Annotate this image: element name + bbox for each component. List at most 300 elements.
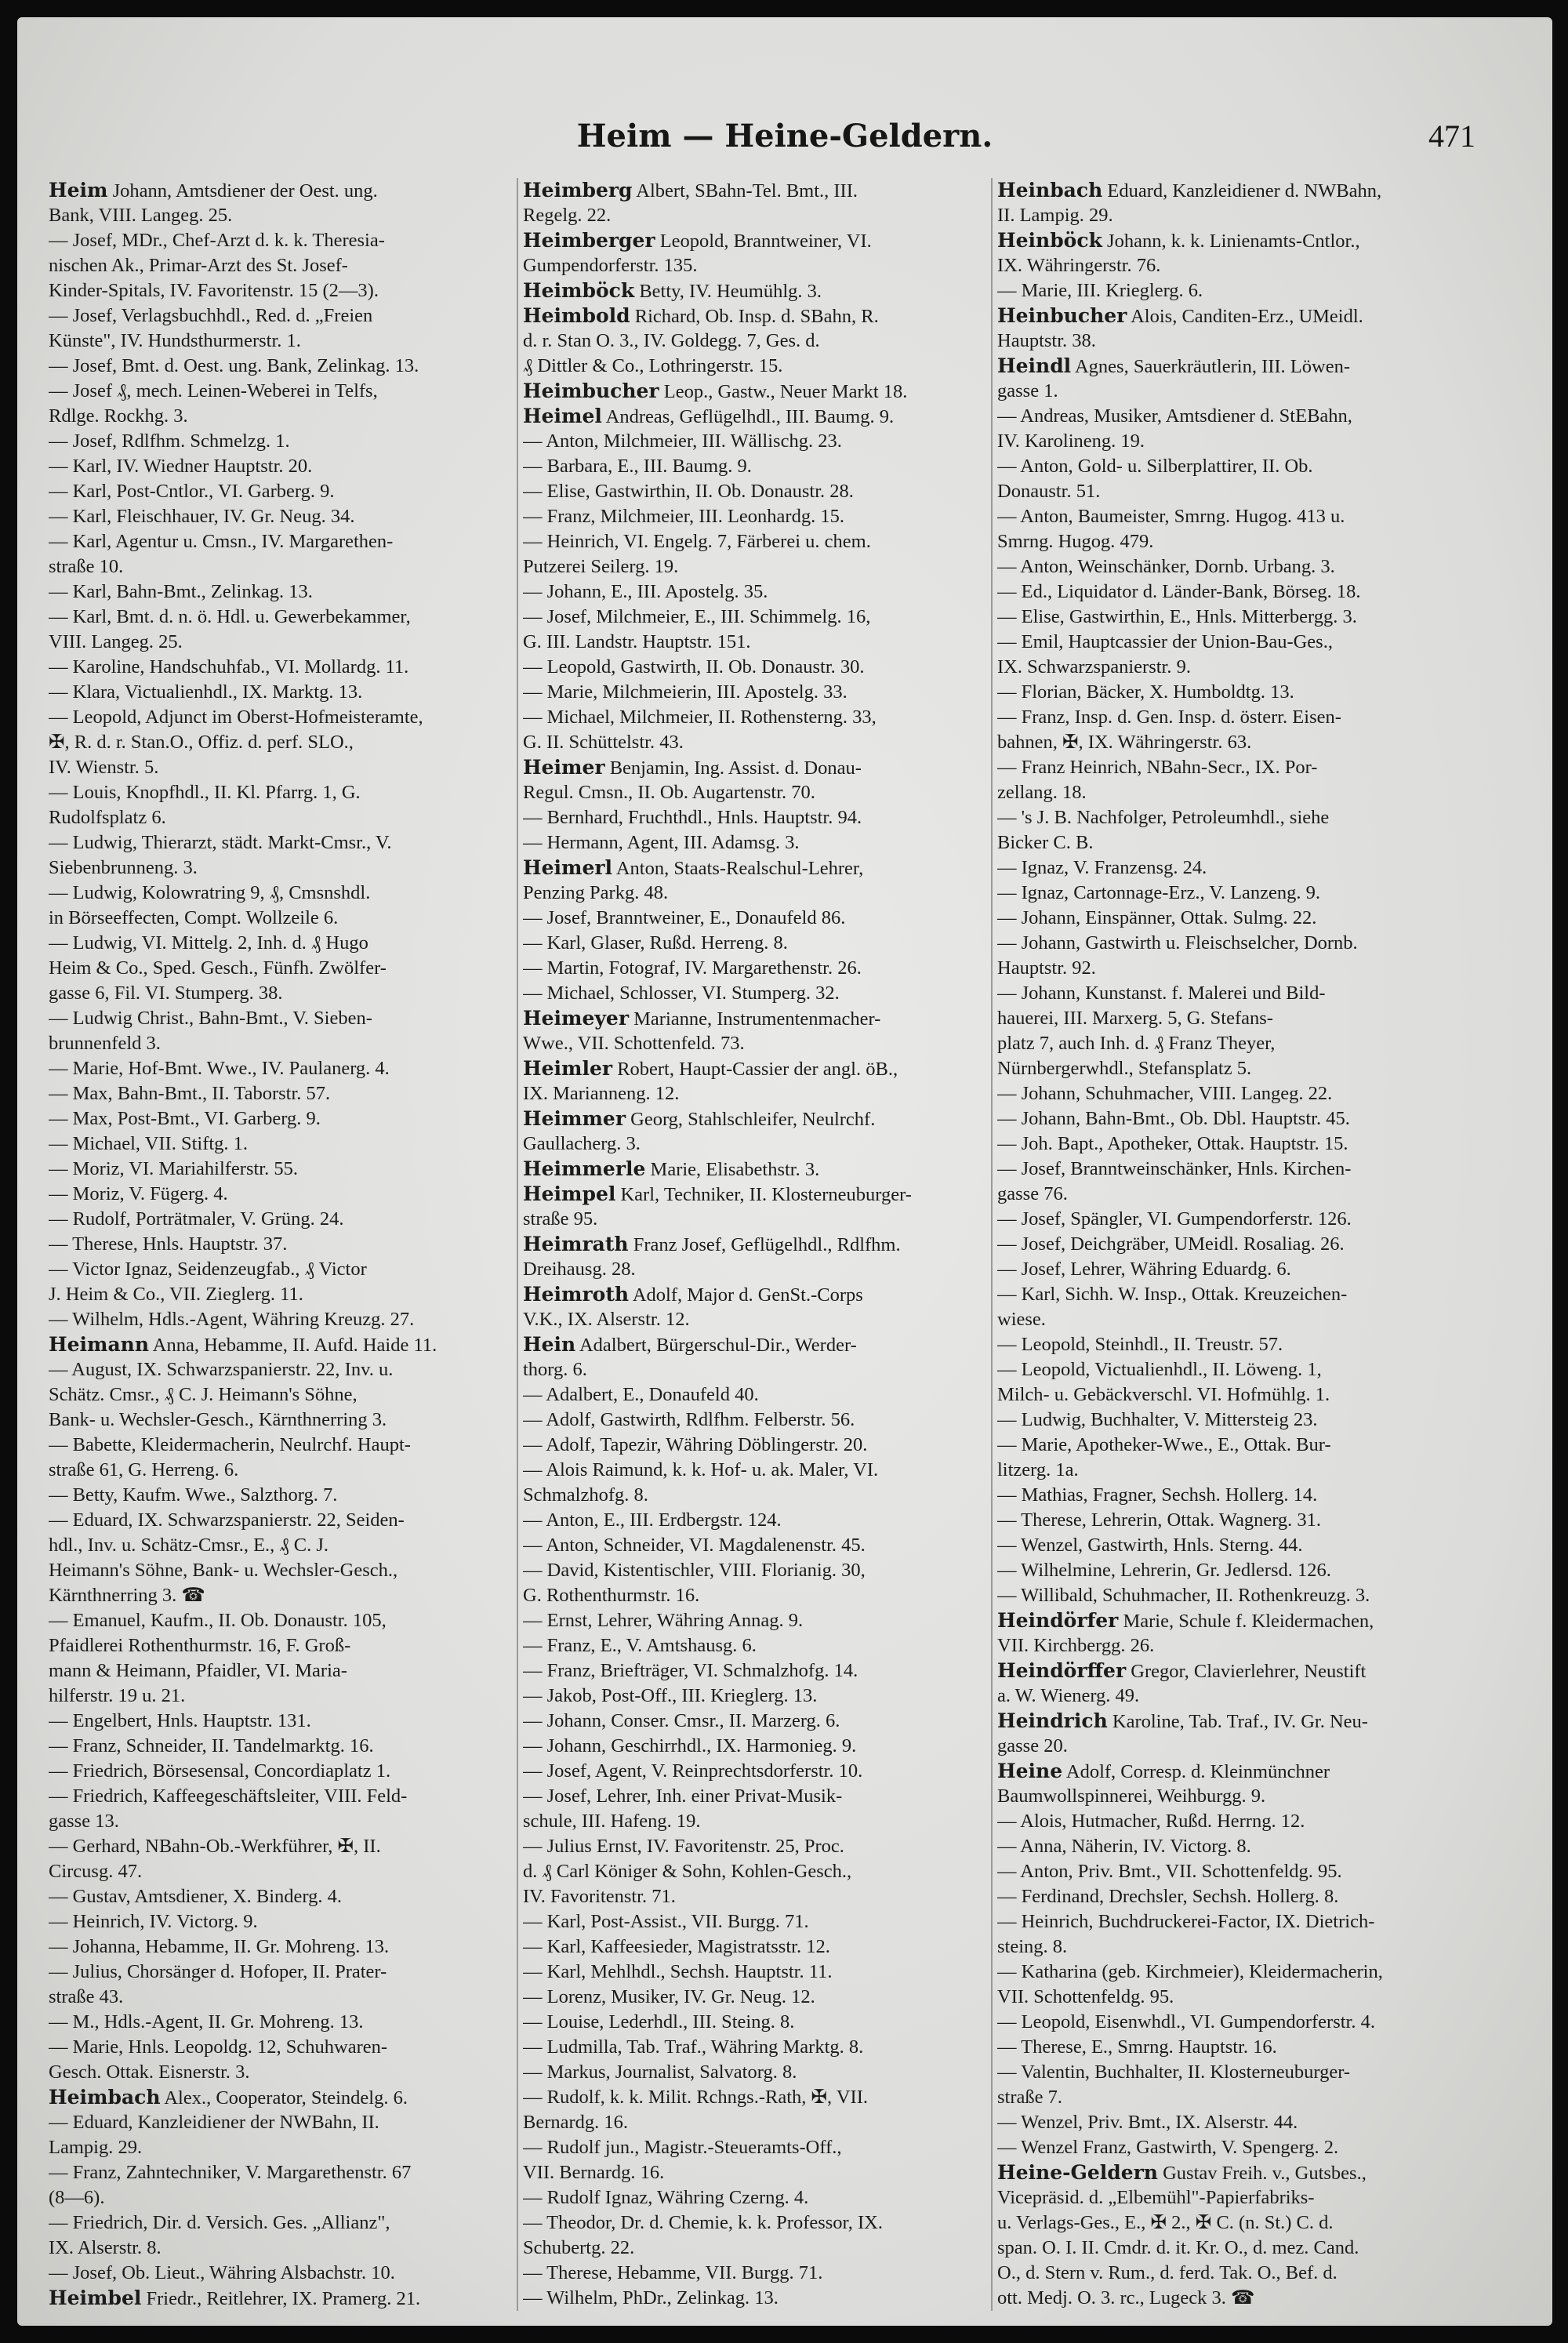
entry-text: Heimann's Söhne, Bank- u. Wechsler-Gesch., [49,1560,398,1581]
entry-text: straße 61, G. Herreng. 6. [49,1459,239,1480]
directory-entry-line [997,1106,1468,1132]
entry-text: — Karl, Glaser, Rußd. Herreng. 8. [523,932,788,954]
surname: Heim [49,179,108,202]
directory-entry-line [523,1909,993,1934]
surname: Heimbold [523,304,630,327]
directory-entry-line [523,1709,993,1734]
directory-entry-line [997,2110,1468,2135]
directory-entry-line [997,1232,1468,1257]
entry-text: — Friedrich, Dir. d. Versich. Ges. „Allianz", [49,2212,390,2233]
directory-entry-line [523,1784,993,1809]
entry-text: — Franz, E., V. Amtshausg. 6. [523,1635,757,1656]
directory-entry-line [997,1583,1468,1608]
directory-entry-line [997,1382,1468,1408]
entry-text: — Engelbert, Hnls. Hauptstr. 131. [49,1710,311,1731]
entry-text: — Louis, Knopfhdl., II. Kl. Pfarrg. 1, G. [49,782,361,803]
directory-entry-line [49,2035,519,2060]
directory-entry-head [523,1157,993,1182]
directory-entry-line [523,2110,993,2135]
directory-entry-line [49,1433,519,1458]
directory-entry-line [49,1734,519,1759]
surname: Heinböck [997,229,1102,252]
directory-entry-line [997,504,1468,529]
directory-entry-head [523,855,993,881]
entry-text: — Eduard, Kanzleidiener der NWBahn, II. [49,2112,379,2133]
directory-entry-line [49,1408,519,1433]
directory-entry-line [997,755,1468,780]
entry-text: thorg. 6. [523,1359,587,1380]
directory-entry-line [49,855,519,881]
surname: Heine-Geldern [997,2161,1158,2184]
entry-text: — Katharina (geb. Kirchmeier), Kleidermacherin, [997,1961,1383,1982]
entry-text: — Franz, Briefträger, VI. Schmalzhofg. 14. [523,1660,858,1681]
entry-text: — Josef, Milchmeier, E., III. Schimmelg. 16, [523,606,871,627]
directory-entry-line [49,1884,519,1909]
entry-text: Leopold, Branntweiner, VI. [655,231,872,252]
entry-text: Smrng. Hugog. 479. [997,531,1154,552]
directory-entry-line [997,1307,1468,1332]
entry-text: — Mathias, Fragner, Sechsh. Hollerg. 14. [997,1484,1318,1506]
directory-entry-line [523,1583,993,1608]
surname: Heimbach [49,2086,161,2109]
directory-entry-line [523,1132,993,1157]
entry-text: — Leopold, Adjunct im Oberst-Hofmeisteramte, [49,707,423,728]
directory-entry-line [49,1960,519,1985]
directory-entry-head [49,1332,519,1357]
directory-entry-line [997,1332,1468,1357]
entry-text: — Josef, Lehrer, Währing Eduardg. 6. [997,1259,1291,1280]
directory-entry-line [523,1483,993,1508]
entry-text: — Therese, Hnls. Hauptstr. 37. [49,1233,288,1255]
entry-text: span. O. I. II. Cmdr. d. it. Kr. O., d. mez. Cand. [997,2237,1359,2258]
directory-entry-head [523,1106,993,1132]
entry-text: Richard, Ob. Insp. d. SBahn, R. [630,306,879,327]
entry-text: — Ed., Liquidator d. Länder-Bank, Börseg. 18. [997,581,1361,602]
directory-entry-line [523,479,993,504]
entry-text: — Josef, Rdlfhm. Schmelzg. 1. [49,430,290,452]
directory-entry-head [997,303,1468,329]
page-header-title: Heim — Heine-Geldern. [576,118,993,154]
entry-text: — Josef, Spängler, VI. Gumpendorferstr. 126. [997,1208,1352,1230]
directory-entry-line [997,1508,1468,1533]
directory-entry-line [997,1558,1468,1583]
directory-entry-line [997,1734,1468,1759]
directory-entry-line [523,1558,993,1583]
entry-text: IV. Karolineng. 19. [997,430,1145,452]
entry-text: — Elise, Gastwirthin, E., Hnls. Mitterbergg. 3. [997,606,1357,627]
entry-text: Regelg. 22. [523,205,612,226]
entry-text: Leop., Gastw., Neuer Markt 18. [659,381,908,402]
directory-entry-line [49,1031,519,1056]
entry-text: — Josef, Deichgräber, UMeidl. Rosaliag. 26. [997,1233,1345,1255]
directory-entry-line [997,1182,1468,1207]
directory-entry-line [49,730,519,755]
entry-text: — Josef, Ob. Lieut., Währing Alsbachstr. 10. [49,2262,395,2283]
entry-text: — Karl, Post-Assist., VII. Burgg. 71. [523,1911,809,1932]
directory-entry-line [997,1884,1468,1909]
entry-text: — Gustav, Amtsdiener, X. Binderg. 4. [49,1886,342,1907]
directory-entry-line [49,1709,519,1734]
entry-text: IX. Marianneng. 12. [523,1083,680,1104]
entry-text: — Wenzel, Priv. Bmt., IX. Alserstr. 44. [997,2112,1298,2133]
directory-entry-head [997,1658,1468,1684]
surname: Heimberg [523,179,633,202]
directory-entry-line [523,1809,993,1834]
entry-text: — Anton, Milchmeier, III. Wällischg. 23. [523,430,842,452]
surname: Heindörffer [997,1659,1127,1682]
directory-entry-line [997,1633,1468,1658]
entry-text: VII. Schottenfeldg. 95. [997,1986,1174,2007]
directory-entry-line [49,605,519,630]
directory-entry-line [49,504,519,529]
directory-entry-line [49,253,519,278]
entry-text: straße 7. [997,2087,1062,2108]
entry-text: — Wilhelm, Hdls.-Agent, Währing Kreuzg. 27. [49,1309,415,1330]
entry-text: — Franz, Zahntechniker, V. Margarethenstr. 67 [49,2162,412,2183]
directory-entry-line [997,1909,1468,1934]
directory-entry-line [49,881,519,906]
directory-entry-line [523,730,993,755]
entry-text: bahnen, ✠, IX. Währingerstr. 63. [997,732,1252,753]
entry-text: VII. Bernardg. 16. [523,2162,665,2183]
directory-entry-line [49,1483,519,1508]
entry-text: — Heinrich, VI. Engelg. 7, Färberei u. chem. [523,531,871,552]
entry-text: Schätz. Cmsr., ₰ C. J. Heimann's Söhne, [49,1384,358,1405]
entry-text: gasse 1. [997,380,1058,401]
directory-entry-line [997,1784,1468,1809]
directory-entry-head [49,178,519,203]
directory-entry-head [523,1006,993,1031]
directory-entry-line [523,780,993,805]
directory-entry-line [49,1357,519,1382]
entry-text: Bicker C. B. [997,832,1094,853]
entry-text: mann & Heimann, Pfaidler, VI. Maria- [49,1660,347,1681]
directory-entry-line [997,2286,1468,2311]
entry-text: Vicepräsid. d. „Elbemühl"-Papierfabriks- [997,2187,1315,2208]
entry-text: — Michael, VII. Stiftg. 1. [49,1133,249,1154]
directory-entry-line [49,1508,519,1533]
entry-text: — Karl, IV. Wiedner Hauptstr. 20. [49,456,313,477]
entry-text: — Therese, E., Smrng. Hauptstr. 16. [997,2036,1277,2058]
entry-text: (8—6). [49,2187,105,2208]
entry-text: IX. Schwarzspanierstr. 9. [997,656,1191,677]
directory-entry-line [997,1282,1468,1307]
entry-text: — Karl, Bmt. d. n. ö. Hdl. u. Gewerbekammer, [49,606,411,627]
entry-text: — Adolf, Tapezir, Währing Döblingerstr. 20. [523,1434,868,1455]
entry-text: — Johann, Kunstanst. f. Malerei und Bild- [997,983,1326,1004]
entry-text: Bernardg. 16. [523,2112,629,2133]
directory-entry-line [523,1734,993,1759]
page-number: 471 [1428,118,1475,154]
entry-text: — Marie, Hnls. Leopoldg. 12, Schuhwaren- [49,2036,388,2058]
directory-entry-line [49,1658,519,1684]
directory-entry-line [49,203,519,228]
entry-text: — Alois, Hutmacher, Rußd. Herrng. 12. [997,1811,1305,1832]
entry-text: — Josef, Verlagsbuchhdl., Red. d. „Freien [49,305,373,326]
entry-text: G. III. Landstr. Hauptstr. 151. [523,631,751,652]
directory-entry-line [523,1458,993,1483]
surname: Heimrath [523,1233,629,1255]
entry-text: Karoline, Tab. Traf., IV. Gr. Neu- [1107,1711,1368,1732]
entry-text: II. Lampig. 29. [997,205,1113,226]
directory-entry-line [49,579,519,605]
directory-entry-line [49,303,519,329]
entry-text: Adolf, Corresp. d. Kleinmünchner [1062,1761,1330,1782]
directory-entry-head [523,404,993,429]
directory-entry-line [49,830,519,855]
entry-text: — Ludwig, Kolowratring 9, ₰, Cmsnshdl. [49,882,371,903]
entry-text: Wwe., VII. Schottenfeld. 73. [523,1033,745,1054]
entry-text: VII. Kirchbergg. 26. [997,1635,1155,1656]
entry-text: — Karl, Fleischhauer, IV. Gr. Neug. 34. [49,506,355,527]
entry-text: — Wilhelmine, Lehrerin, Gr. Jedlersd. 126. [997,1560,1331,1581]
directory-entry-line [49,2060,519,2085]
entry-text: — Johann, E., III. Apostelg. 35. [523,581,768,602]
entry-text: Alex., Cooperator, Steindelg. 6. [160,2087,408,2109]
directory-entry-line [997,906,1468,931]
entry-text: u. Verlags-Ges., E., ✠ 2., ✠ C. (n. St.) C. d. [997,2212,1334,2233]
surname: Heimer [523,756,605,779]
entry-text: — Karoline, Handschuhfab., VI. Mollardg. 11. [49,656,409,677]
directory-entry-line [523,1658,993,1684]
entry-text: — Babette, Kleidermacherin, Neulrchf. Haupt- [49,1434,411,1455]
entry-text: — Leopold, Victualienhdl., II. Löweng. 1, [997,1359,1322,1380]
surname: Heimann [49,1333,150,1356]
directory-entry-line [523,981,993,1006]
entry-text: Georg, Stahlschleifer, Neulrchf. [626,1109,876,1130]
directory-entry-line [523,1960,993,1985]
directory-entry-line [49,931,519,956]
entry-text: — Franz, Schneider, II. Tandelmarktg. 16. [49,1735,374,1756]
directory-entry-line [49,1558,519,1583]
directory-entry-line [523,429,993,454]
directory-entry-head [523,1332,993,1357]
directory-entry-line [523,504,993,529]
entry-text: straße 95. [523,1208,598,1230]
entry-text: — Karl, Kaffeesieder, Magistratsstr. 12. [523,1936,830,1957]
entry-text: — Josef, Branntweiner, E., Donaufeld 86. [523,907,846,928]
entry-text: — Julius Ernst, IV. Favoritenstr. 25, Proc. [523,1836,844,1857]
directory-entry-line [523,1433,993,1458]
directory-entry-line [997,529,1468,554]
entry-text: Donaustr. 51. [997,481,1101,502]
entry-text: — Franz Heinrich, NBahn-Secr., IX. Por- [997,757,1318,778]
entry-text: — Karl, Bahn-Bmt., Zelinkag. 13. [49,581,313,602]
directory-entry-line [523,1884,993,1909]
entry-text: Andreas, Geflügelhdl., III. Baumg. 9. [601,406,895,427]
column-2 [523,178,993,2311]
directory-entry-line [49,1081,519,1106]
entry-text: Gregor, Clavierlehrer, Neustift [1126,1661,1367,1682]
entry-text: — Gerhard, NBahn-Ob.-Werkführer, ✠, II. [49,1836,381,1857]
directory-entry-line [997,2135,1468,2160]
entry-text: — Moriz, V. Fügerg. 4. [49,1183,228,1204]
entry-text: — Johann, Conser. Cmsr., II. Marzerg. 6. [523,1710,840,1731]
directory-entry-line [523,906,993,931]
directory-entry-line [49,1207,519,1232]
directory-entry-line [997,1960,1468,1985]
entry-text: Adolf, Major d. GenSt.-Corps [629,1284,863,1306]
directory-entry-line [49,630,519,655]
directory-entry-line [49,454,519,479]
directory-entry-line [523,830,993,855]
entry-text: — Josef, Lehrer, Inh. einer Privat-Musik- [523,1785,843,1807]
entry-text: — Heinrich, Buchdruckerei-Factor, IX. Dietrich- [997,1911,1375,1932]
surname: Heinbach [997,179,1103,202]
directory-entry-line [49,1633,519,1658]
directory-entry-line [49,1157,519,1182]
directory-entry-line [523,2286,993,2311]
directory-entry-line [523,2236,993,2261]
directory-entry-line [49,655,519,680]
directory-entry-line [523,630,993,655]
column-3 [997,178,1468,2311]
directory-entry-line [49,1985,519,2010]
directory-entry-line [997,454,1468,479]
directory-entry-line [49,1809,519,1834]
entry-text: — Julius, Chorsänger d. Hofoper, II. Prater- [49,1961,387,1982]
entry-text: Karl, Techniker, II. Klosterneuburger- [615,1184,912,1205]
directory-entry-line [49,755,519,780]
surname: Heimmerle [523,1157,646,1180]
directory-entry-line [49,354,519,379]
directory-entry-line [997,1684,1468,1709]
directory-entry-line [997,1809,1468,1834]
entry-text: — Alois Raimund, k. k. Hof- u. ak. Maler, VI. [523,1459,879,1480]
entry-text: Gumpendorferstr. 135. [523,255,698,276]
directory-entry-line [523,705,993,730]
directory-entry-line [523,1859,993,1884]
surname: Heimler [523,1057,613,1080]
entry-text: — Ernst, Lehrer, Währing Annag. 9. [523,1610,804,1631]
entry-text: hauerei, III. Marxerg. 5, G. Stefans- [997,1008,1273,1029]
entry-text: — Marie, Hof-Bmt. Wwe., IV. Paulanerg. 4. [49,1058,390,1079]
directory-entry-line [523,2160,993,2185]
entry-text: — Karl, Post-Cntlor., VI. Garberg. 9. [49,481,335,502]
directory-entry-head [523,1056,993,1081]
entry-text: Nürnbergerwhdl., Stefansplatz 5. [997,1058,1252,1079]
entry-text: Johann, Amtsdiener der Oest. ung. [107,180,378,202]
directory-entry-line [49,404,519,429]
entry-text: d. r. Stan O. 3., IV. Goldegg. 7, Ges. d. [523,330,820,351]
surname: Heimbel [49,2287,142,2309]
surname: Heindl [997,354,1072,377]
entry-text: — Ludmilla, Tab. Traf., Währing Marktg. 8. [523,2036,864,2058]
entry-text: — Jakob, Post-Off., III. Krieglerg. 13. [523,1685,818,1706]
directory-entry-line [997,605,1468,630]
entry-text: — Valentin, Buchhalter, II. Klosterneuburger- [997,2061,1351,2083]
entry-text: Albert, SBahn-Tel. Bmt., III. [632,180,858,202]
directory-entry-line [523,1834,993,1859]
entry-text: — Josef, Branntweinschänker, Hnls. Kirchen- [997,1158,1352,1179]
directory-entry-line [997,981,1468,1006]
directory-entry-line [997,830,1468,855]
directory-entry-line [997,1006,1468,1031]
directory-entry-line [523,931,993,956]
entry-text: brunnenfeld 3. [49,1033,161,1054]
directory-entry-line [997,2185,1468,2210]
entry-text: straße 10. [49,556,124,577]
entry-text: — Friedrich, Kaffeegeschäftsleiter, VIII. Feld- [49,1785,408,1807]
entry-text: a. W. Wienerg. 49. [997,1685,1140,1706]
directory-entry-line [997,1081,1468,1106]
entry-text: — Franz, Milchmeier, III. Leonhardg. 15. [523,506,844,527]
entry-text: Baumwollspinnerei, Weihburgg. 9. [997,1785,1266,1807]
entry-text: gasse 76. [997,1183,1068,1204]
entry-text: — Lorenz, Musiker, IV. Gr. Neug. 12. [523,1986,815,2007]
entry-text: Adalbert, Bürgerschul-Dir., Werder- [575,1335,857,1356]
entry-text: Hauptstr. 38. [997,330,1096,351]
directory-entry-line [523,2085,993,2110]
directory-entry-line [523,1382,993,1408]
directory-entry-line [523,2210,993,2236]
directory-entry-line [49,1533,519,1558]
entry-text: — Anna, Näherin, IV. Victorg. 8. [997,1836,1251,1857]
entry-text: Anton, Staats-Realschul-Lehrer, [612,858,864,879]
directory-entry-line [997,2210,1468,2236]
entry-text: Milch- u. Gebäckverschl. VI. Hofmühlg. 1. [997,1384,1330,1405]
entry-text: ✠, R. d. r. Stan.O., Offiz. d. perf. SLO., [49,732,354,753]
directory-entry-line [997,1132,1468,1157]
directory-entry-line [49,278,519,303]
entry-text: Alois, Canditen-Erz., UMeidl. [1127,306,1363,327]
entry-text: Rudolfsplatz 6. [49,807,166,828]
directory-entry-head [49,2286,519,2311]
entry-text: — Willibald, Schuhmacher, II. Rothenkreuzg. 3. [997,1585,1370,1606]
entry-text: Dreihausg. 28. [523,1259,636,1280]
directory-entry-line [523,680,993,705]
directory-entry-line [49,705,519,730]
entry-text: Kärnthnerring 3. ☎ [49,1585,205,1606]
entry-text: — Leopold, Gastwirth, II. Ob. Donaustr. 30. [523,656,865,677]
entry-text: — Anton, Gold- u. Silberplattirer, II. Ob. [997,456,1313,477]
directory-entry-line [49,780,519,805]
directory-entry-line [523,2035,993,2060]
entry-text: Benjamin, Ing. Assist. d. Donau- [604,757,862,779]
entry-text: Betty, IV. Heumühlg. 3. [634,281,822,302]
entry-text: — Emil, Hauptcassier der Union-Bau-Ges., [997,631,1333,652]
entry-text: — Adolf, Gastwirth, Rdlfhm. Felberstr. 56. [523,1409,855,1430]
surname: Heimeyer [523,1007,629,1030]
directory-entry-line [523,1207,993,1232]
directory-entry-line [523,1533,993,1558]
directory-entry-line [523,1307,993,1332]
entry-text: IV. Favoritenstr. 71. [523,1886,676,1907]
entry-text: IV. Wienstr. 5. [49,757,159,778]
directory-entry-head [997,228,1468,253]
surname: Heimerl [523,856,613,879]
entry-text: Agnes, Sauerkräutlerin, III. Löwen- [1071,356,1350,377]
directory-entry-line [49,479,519,504]
directory-entry-line [49,2261,519,2286]
directory-entry-line [49,1282,519,1307]
entry-text: — Max, Bahn-Bmt., II. Taborstr. 57. [49,1083,331,1104]
entry-text: — Josef, Bmt. d. Oest. ung. Bank, Zelinkag. 13. [49,355,419,376]
entry-text: — Ignaz, V. Franzensg. 24. [997,857,1207,878]
entry-text: G. Rothenthurmstr. 16. [523,1585,700,1606]
directory-entry-line [523,354,993,379]
directory-entry-line [49,1307,519,1332]
directory-entry-line [997,1207,1468,1232]
directory-entry-line [523,2261,993,2286]
surname: Heimroth [523,1283,630,1306]
entry-text: — Marie, III. Krieglerg. 6. [997,280,1203,301]
entry-text: — Rudolf, Porträtmaler, V. Grüng. 24. [49,1208,344,1230]
entry-text: — Eduard, IX. Schwarzspanierstr. 22, Seiden- [49,1509,405,1531]
directory-entry-head [997,2160,1468,2185]
entry-text: — Adalbert, E., Donaufeld 40. [523,1384,759,1405]
entry-text: IX. Währingerstr. 76. [997,255,1161,276]
